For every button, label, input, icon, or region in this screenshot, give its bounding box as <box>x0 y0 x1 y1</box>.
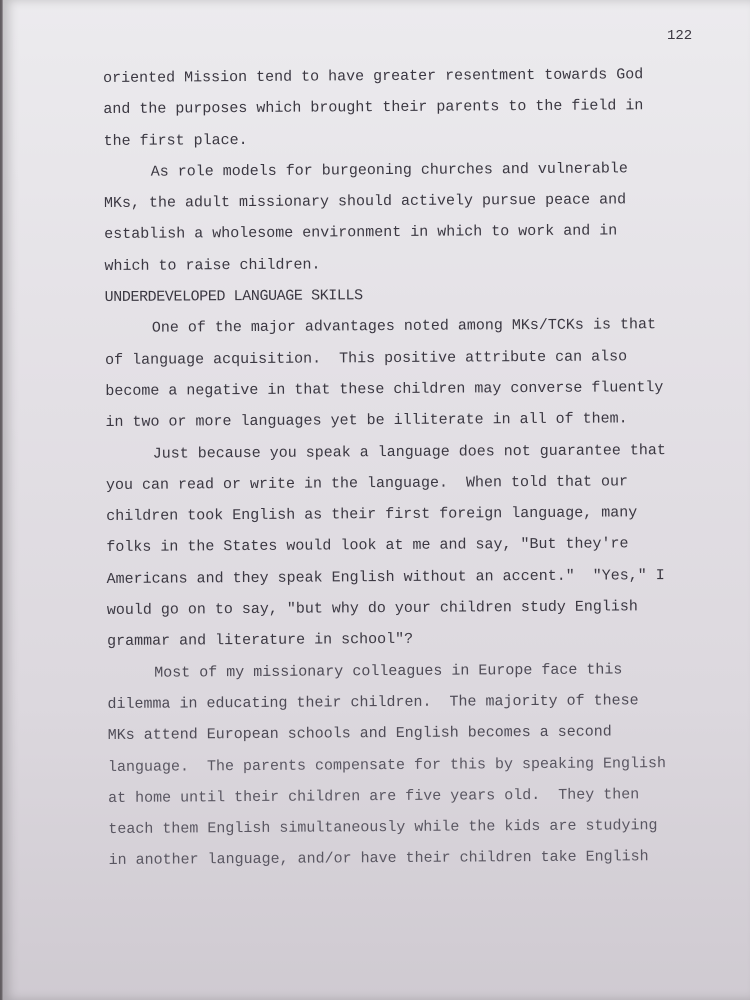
page-number: 122 <box>667 28 693 44</box>
text-line: folks in the States would look at me and say, "But they're <box>106 535 629 557</box>
text-line: MKs, the adult missionary should actively pursue peace and <box>103 191 627 213</box>
text-line: become a negative in that these children may converse fluently <box>105 379 664 400</box>
text-line: the first place. <box>103 131 248 150</box>
text-line: Americans and they speak English without an accent." "Yes," I <box>106 566 665 588</box>
text-line: and the purposes which brought their parents to the field in <box>103 97 644 119</box>
text-line: would go on to say, "but why do your children study English <box>106 598 638 620</box>
text-line: Just because you speak a language does not guarantee that <box>152 441 666 463</box>
text-line: children took English as their first foreign language, many <box>106 504 638 526</box>
text-line: which to raise children. <box>104 256 321 275</box>
page-body <box>103 59 729 877</box>
text-line: One of the major advantages noted among MKs/TCKs is that <box>151 316 656 338</box>
section-heading: UNDERDEVELOPED LANGUAGE SKILLS <box>104 287 363 307</box>
text-line: establish a wholesome environment in which to work and in <box>104 222 618 244</box>
book-page <box>2 0 750 1000</box>
text-line: teach them English simultaneously while the kids are studying <box>108 817 658 839</box>
text-line: in another language, and/or have their children take English <box>108 848 649 870</box>
text-line: you can read or write in the language. When told that our <box>105 473 629 494</box>
text-line: Most of my missionary colleagues in Europe face this <box>154 661 623 682</box>
text-line: at home until their children are five years old. They then <box>108 786 640 807</box>
text-line: dilemma in educating their children. The majority of these <box>107 692 639 713</box>
text-line: of language acquisition. This positive attribute can also <box>105 348 628 369</box>
text-line: grammar and literature in school"? <box>106 631 414 651</box>
text-line: oriented Mission tend to have greater resentment towards God <box>103 66 644 87</box>
text-line: in two or more languages yet be illiterate in all of them. <box>105 410 628 432</box>
text-line: language. The parents compensate for this by speaking English <box>107 754 667 776</box>
text-line: As role models for burgeoning churches and vulnerable <box>150 160 628 181</box>
text-line: MKs attend European schools and English becomes a second <box>107 723 612 745</box>
